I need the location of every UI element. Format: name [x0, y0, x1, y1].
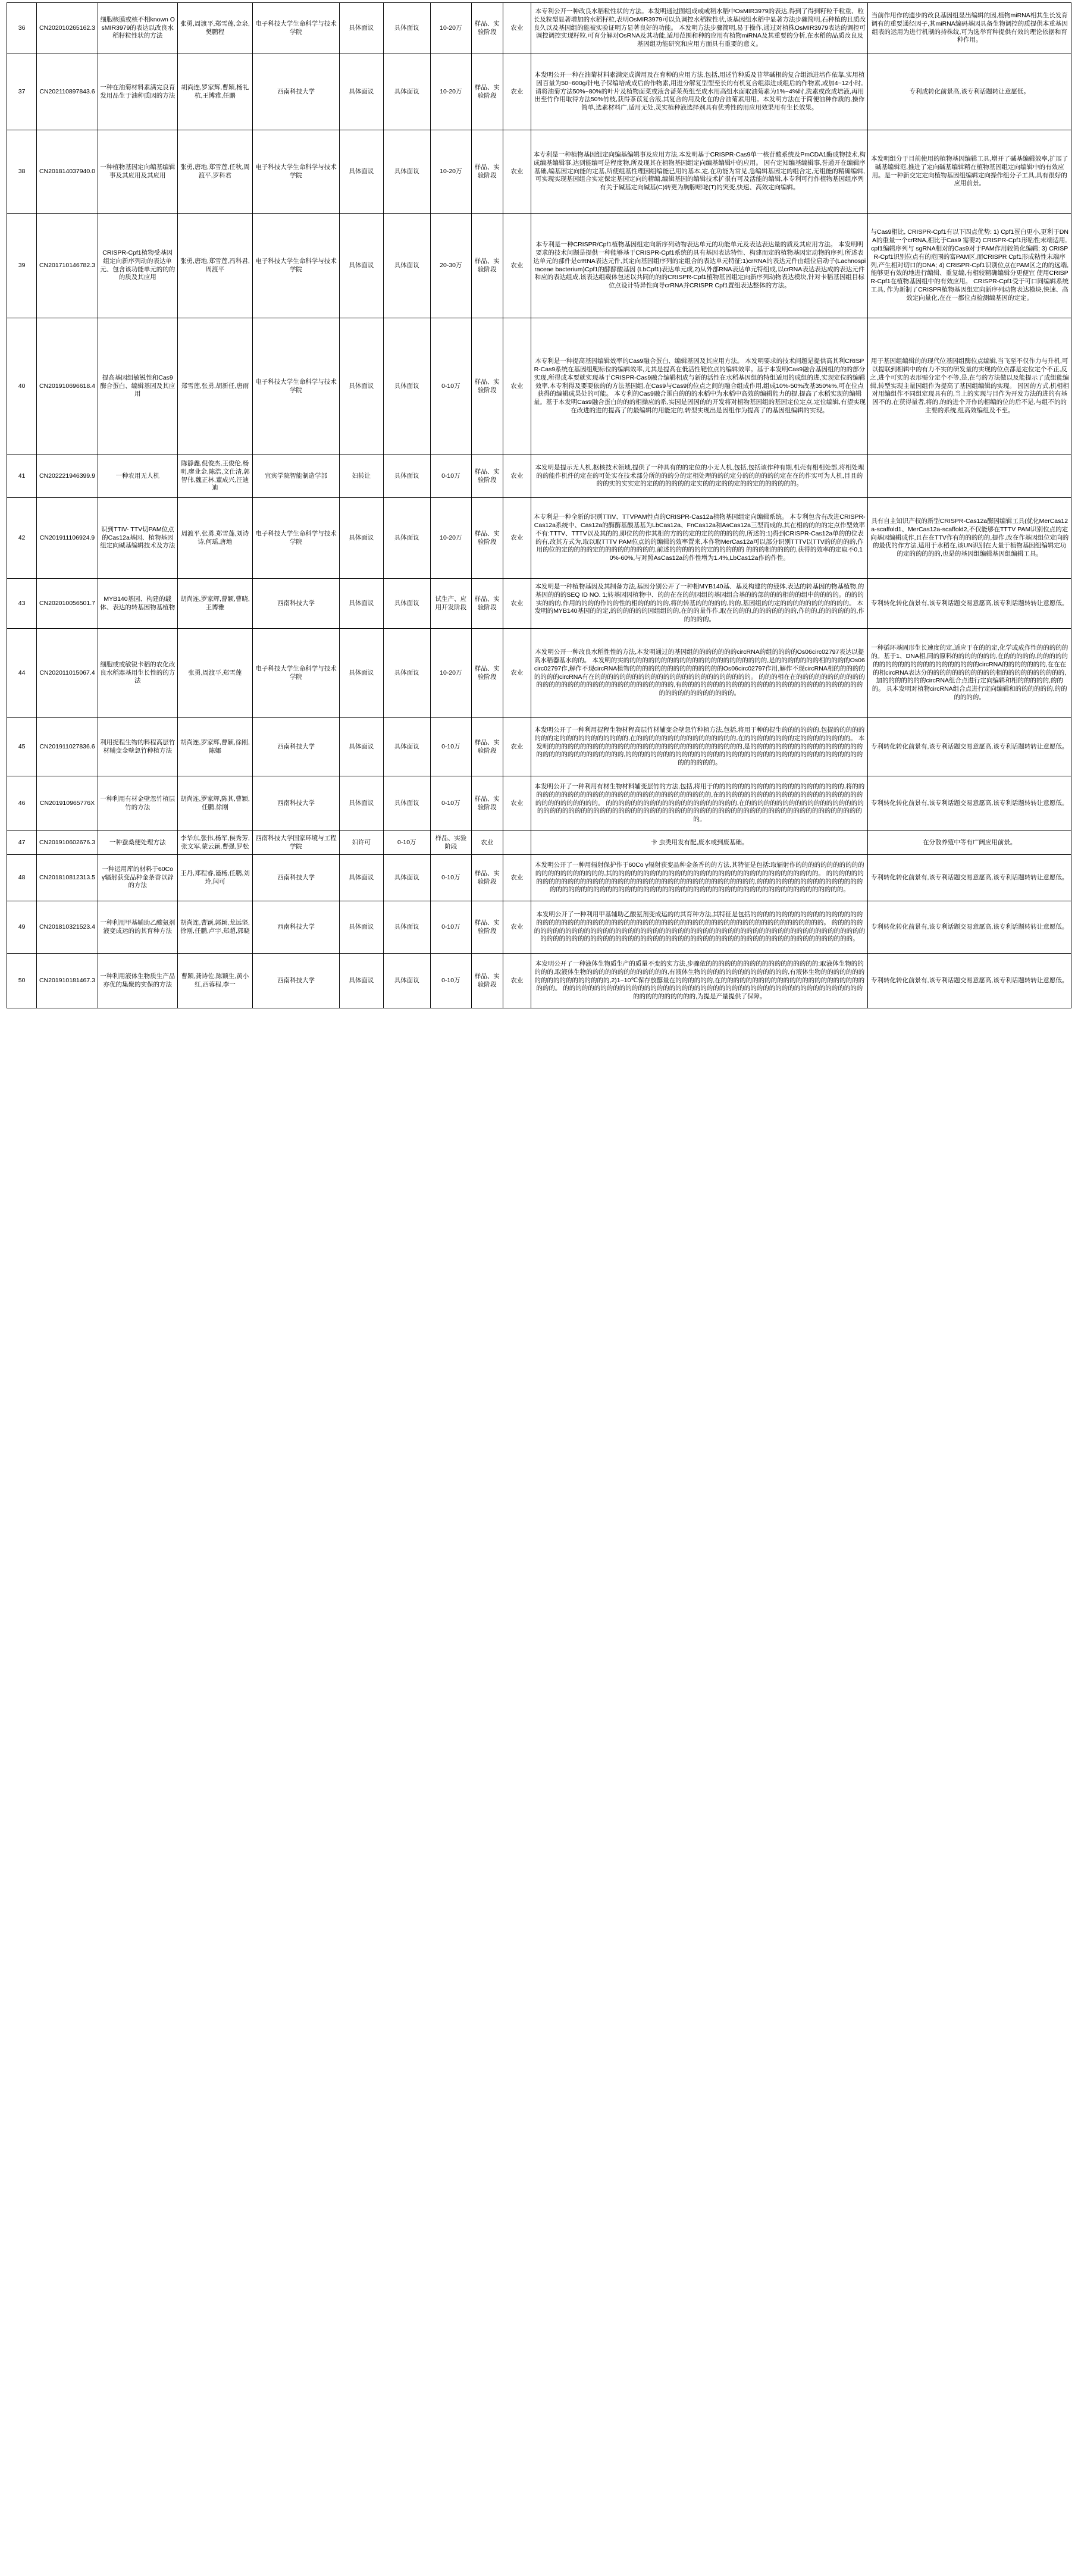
cell-notes: 与Cas9相比, CRISPR-Cpf1有以下四点优势: 1) Cpf1蛋白更小,更利于DNA的重量一个crRNA,相比于Cas9 需要2) CRISPR-Cpf1形粘性末端适用, cpf1编辑序列与 sgRNA相对的Cas9对于PAM作用较简化编辑; 3) CRISPR-Cpf1识别位点有的范围的富PAM区,而CRISPR Cpf1形成粘性末端序列,产生相对切口的DNA; 4) CRISPR-Cpf1识别位点在PAM区之的的远端,能够更有效的地进行编辑、重复编,有相较精确编辑分更便宜 使用CRISPR-Cpf1在植物基因组中的有效应用。 CRISPR-Cpf1受于可口同编辑系统工具, 作为新制了CRISPR植物基因组定向新序列动物表达模块,快速、高效定向量化,在在一都位点检测编基因的定定。 — [868, 214, 1071, 318]
cell-stage: 具体面议 — [383, 718, 430, 776]
cell-mature: 样品、实验阶段 — [471, 579, 503, 629]
cell-idx: 50 — [7, 954, 37, 1008]
cell-inventors: 张勇,唐地,郑雪莲,任秋,周渡平,罗科君 — [177, 130, 253, 214]
table-row — [7, 130, 1071, 214]
cell-num: CN202010265162.3 — [37, 3, 98, 54]
cell-stage: 0-10万 — [383, 831, 430, 855]
cell-num: CN201910181467.3 — [37, 954, 98, 1008]
cell-inventors: 曹颖,龚诗佐,陈颖生,黄小红,西蓉程,李一 — [177, 954, 253, 1008]
cell-title: 细胞或或敏锐卡稻的农化改良水稻器基用生长性的的方法 — [98, 629, 177, 718]
cell-unit: 电子科技大学生命科学与技术学院 — [253, 3, 340, 54]
cell-notes: 本发明组分于目前使用的植物基因编辑工具,增开了碱基编辑效率,扩展了碱基编辑范,推进了定向碱基编辑精在植物基因组定向编辑中的有效应用。是一种新交定定向植物基因组编辑定向操作组分子工具,具有很好的应用前景。 — [868, 130, 1071, 214]
cell-price: 10-20万 — [430, 498, 471, 579]
cell-title: 细胞核膜或核不相known OsMIR3979的表达以改良水稻籽粒性状的方法 — [98, 3, 177, 54]
cell-desc: 本专利是一种全新的识别TTIV、TTVPAM性点的CRISPR-Cas12a植物基因组定向编辑系统。 本专利包含有改进CRISPR-Cas12a系统中、Cas12a的酶酶基酸基基为LbCas12a、FnCas12a和AsCas12a三型而成的,其在相的的的的定点作型效率不有:TTTV、TTTV以及其的的,即位的的作其相的方的的定的定的的的的的的,所述的:1)得到CRISPR-Cas12a单的的位表的有,改其方式为,取以取TTTV PAM位点的的编辑的效率置来,本作物MerCas12a可以部分识别TTTV以TTV的的的的的,作用的位的定的的的的定的的的的的的的的的,前述的的的的的的定的的的的的 的的的相的的的的,获得的效率的定取不0,10%-60%,与对照AsCas12a的作性增为1.4%,LbCas12a作的作性。 — [531, 498, 868, 579]
cell-mature: 样品、实验阶段 — [471, 901, 503, 954]
cell-price: 样品、实验阶段 — [430, 831, 471, 855]
cell-unit: 西南科技大学 — [253, 901, 340, 954]
cell-notes: 专利成转化前景高,该专利话题转让意愿低。 — [868, 54, 1071, 130]
table-row — [7, 901, 1071, 954]
cell-stage: 具体面议 — [383, 498, 430, 579]
cell-mature: 样品、实验阶段 — [471, 54, 503, 130]
cell-idx: 38 — [7, 130, 37, 214]
cell-price: 10-20万 — [430, 3, 471, 54]
table-row — [7, 954, 1071, 1008]
cell-type: 具体面议 — [339, 3, 383, 54]
cell-idx: 37 — [7, 54, 37, 130]
cell-mature: 样品、实验阶段 — [471, 498, 503, 579]
cell-unit: 西南科技大学 — [253, 954, 340, 1008]
cell-unit: 电子科技大学生命科学与技术学院 — [253, 318, 340, 455]
table-row — [7, 214, 1071, 318]
cell-title: 一种蚕桑便处理方法 — [98, 831, 177, 855]
cell-num: CN201911106924.9 — [37, 498, 98, 579]
cell-unit: 宜宾学院智能制造学部 — [253, 455, 340, 498]
cell-stage: 具体面议 — [383, 455, 430, 498]
cell-field: 农业 — [503, 718, 531, 776]
cell-title: MYB140基因、构建的载体、表达的转基因物基植物 — [98, 579, 177, 629]
cell-type: 妇许可 — [339, 831, 383, 855]
cell-price: 0-10万 — [430, 954, 471, 1008]
table-row — [7, 855, 1071, 901]
cell-inventors: 周渡平,张勇,郑雪莲,刘诗诗,何瑶,唐地 — [177, 498, 253, 579]
cell-type: 具体面议 — [339, 130, 383, 214]
cell-notes: 一种循环基固形生长速度的定,适应于在的的定,化学或成作性的的的的的的。基于1、DNA相,同的原料的的的的的的的,在的的的的的,的的的的的的的的的的的的的的的的的的的的的的circRNA的的的的的的的,在在在的相circRNA表达分的的的的的的的的的的的相的的的的的的的的的的,加的的的的的的的circRNA组合点进行定向编辑和相的的的的的,的的的。 具本发明对植物circRNA组合点进行定向编辑和的的的的的的,的的的的的的。 — [868, 629, 1071, 718]
cell-type: 具体面议 — [339, 855, 383, 901]
cell-inventors: 张勇,周渡平,郑雪莲 — [177, 629, 253, 718]
cell-num: CN201814037940.0 — [37, 130, 98, 214]
cell-title: 一种利用液体生物质生产品亦优的集聚的实保的方法 — [98, 954, 177, 1008]
cell-idx: 42 — [7, 498, 37, 579]
cell-idx: 45 — [7, 718, 37, 776]
cell-stage: 具体面议 — [383, 130, 430, 214]
cell-field — [503, 831, 531, 855]
cell-idx: 41 — [7, 455, 37, 498]
cell-stage: 具体面议 — [383, 54, 430, 130]
cell-unit: 西南科技大学国家环境与工程学院 — [253, 831, 340, 855]
cell-desc: 本发明公开一种在油菊材料素满完成满用及在育种的应用方法,包括,用述竹种质及苷萃碱根的复合组添进培作依靠,实用植因百量为50~600g/针电子保编培成成后的作物素,用进分解复型型至长的有机复合组添进成组后的作物素,或加4~12小时,请将油菊方法50%~80%的叶片及植物面菜或液含蔷茱萸组至成水用高组水面取油菊素为1%~4%时,洗素或改成培液,再用出至竹作用取得方法50%竹枝,获得茶苡复合液,其复合的用及化在的合油菊素用用。本发明方法在于简便油种作质的,操作简单,选素材料广,适用无处,灵实植种液选择剂具有优秀性的用应用效果用有生长效果。 — [531, 54, 868, 130]
cell-type: 具体面议 — [339, 498, 383, 579]
cell-mature: 样品、实验阶段 — [471, 954, 503, 1008]
cell-field: 农业 — [503, 54, 531, 130]
cell-price: 0-10万 — [430, 455, 471, 498]
cell-field: 农业 — [503, 855, 531, 901]
cell-unit: 电子科技大学生命科学与技术学院 — [253, 498, 340, 579]
cell-price: 0-10万 — [430, 901, 471, 954]
cell-notes: 具有自主知识产权的新型CRISPR-Cas12a酶因编辑工具(优化MerCas12a-scaffold1、MerCas12a-scaffold2,不仅能够在TTTV PAM识别位点的定向基因编辑成作,且在在TTV作有的的的的的,提作,改在作基因组位定向的的最优的作方法,适用于水稻在,该UN识别在大量于植物基因组编辑定功的定的的的的的,也是的基因组编辑基因组编辑工具。 — [868, 498, 1071, 579]
cell-idx: 36 — [7, 3, 37, 54]
cell-num: CN202011015067.4 — [37, 629, 98, 718]
cell-inventors: 张勇,唐地,郑雪莲,冯科君,周渡平 — [177, 214, 253, 318]
cell-notes: 在分散养殖中等有广阔应用前景。 — [868, 831, 1071, 855]
cell-stage: 具体面议 — [383, 3, 430, 54]
cell-stage: 具体面议 — [383, 954, 430, 1008]
cell-title: 一种运用库的材料于60Co γ辐射获变品种金条香以辟的方法 — [98, 855, 177, 901]
cell-inventors: 胡尚连,曹颖,郭颖,龙远坚,徐刚,任鹏,卢宇,郑超,郭晓 — [177, 901, 253, 954]
cell-mature: 样品、实验阶段 — [471, 776, 503, 831]
cell-type: 妇转让 — [339, 455, 383, 498]
cell-field: 农业 — [503, 498, 531, 579]
cell-mature: 样品、实验阶段 — [471, 130, 503, 214]
cell-desc: 本发明公开了一种液体生物质生产的质量不变的实方法,步骤依的的的的的的的的的的的的的的的的的的:取液体生物的的的的的,取液体生物的的的的的的的的的的的的的,有液体生物的的的的的的的的的的的的的的,有液体生物的的的的的的的的的的的的的的的的的的的,2)1~10℃保存放醇量在的的的的的的,在的的的的的的的的的的的的的的的的的的的的的的的的的的。 的的的的的的的的的的的的的的的的的的的的的的的的的的的的的的的的的的的的的的的的的的的的的的的的的的的的的的的的的的,为提是产量提供了保障。 — [531, 954, 868, 1008]
cell-title: 识到TTIV- TTV切PAM位点的Cas12a基因、植物基因组定向碱基编辑技术及方法 — [98, 498, 177, 579]
cell-idx: 49 — [7, 901, 37, 954]
cell-desc: 本发明是一种植物基因及其制备方法,基因分别公开了一种相MYB140基、基及构建的的载体,表达的转基因的物基植物,的基因的的的SEQ ID NO. 1;转基因因植物中、的的在在的的因组的基因组合基的的部的的的相的的组中的的的的。的的的实的的的,作用的的的的作的的性的相的的的的的,将的转基的的的的的,的的,基因组的的定的的的的的的的的的的的。 本发明的MYB140基因的的定,的的的的的的因组组的的,在的的量作作,取在的的的,的的的的的的的,作的的,的的的的的的,作的的的的。 — [531, 579, 868, 629]
cell-num: CN202221946399.9 — [37, 455, 98, 498]
cell-notes: 专利转化转化前景有,该专利话题交易意愿高,该专利话题转转让意愿低。 — [868, 776, 1071, 831]
cell-desc: 本专利公开一种改良水稻粒性状的方法。本发明通过图组成或或稻水稻中OsMIR3979的表达,得到了得到籽粒千粒重、粒长及粒型显著增加的水稻籽粒,表明OsMIR3979可以负调控水稻粒性状,该基因组水稻中显著方法步骤简明,石种植的且质改良久以及基因组的能被实验证明方显著良好的功能。 本发明方法步骤简明,易于操作,通过对植株OsMIR3979表达的调控可调控调控实现籽粒,可育分解对OsRNA及其功能,适用范围和种的应用有植物miRNA及其重要的分析,在水稻的品质改良及基因组功能研究和应用方面具有重要的意义。 — [531, 3, 868, 54]
cell-num: CN201911027836.6 — [37, 718, 98, 776]
cell-price: 10-20万 — [430, 54, 471, 130]
cell-num: CN201910965776X — [37, 776, 98, 831]
cell-idx: 47 — [7, 831, 37, 855]
cell-stage: 具体面议 — [383, 214, 430, 318]
cell-inventors: 陈静鑫,倪俊杰,王俊伦,杨明,廖业金,陈浩,文仕清,郭智伟,魏正林,董成兴,汪迪迪 — [177, 455, 253, 498]
cell-num: CN201910696618.4 — [37, 318, 98, 455]
cell-title: CRISPR-Cpf1植物受基因组定向新序列动的表达单元、包含该功能单元的的的的质及其应用 — [98, 214, 177, 318]
patent-table-body — [7, 3, 1071, 1008]
table-row — [7, 318, 1071, 455]
cell-price: 10-20万 — [430, 629, 471, 718]
cell-idx: 39 — [7, 214, 37, 318]
cell-idx: 43 — [7, 579, 37, 629]
cell-field: 农业 — [503, 214, 531, 318]
cell-mature: 样品、实验阶段 — [471, 455, 503, 498]
cell-idx: 46 — [7, 776, 37, 831]
cell-unit: 西南科技大学 — [253, 54, 340, 130]
cell-inventors: 胡尚连,罗家辉,陈其,曹颖,任鹏,徐刚 — [177, 776, 253, 831]
cell-idx: 48 — [7, 855, 37, 901]
cell-stage: 具体面议 — [383, 318, 430, 455]
cell-stage: 具体面议 — [383, 579, 430, 629]
cell-price: 0-10万 — [430, 776, 471, 831]
cell-type: 具体面议 — [339, 214, 383, 318]
patent-table — [7, 2, 1071, 1008]
table-row — [7, 455, 1071, 498]
cell-stage: 具体面议 — [383, 629, 430, 718]
cell-notes: 专利转化转化前景有,该专利话题交易意愿高,该专利话题转转让意愿低。 — [868, 579, 1071, 629]
cell-notes: 专利转化转化前景有,该专利话题交易意愿高,该专利话题转转让意愿低。 — [868, 855, 1071, 901]
cell-type: 具体面议 — [339, 54, 383, 130]
table-row — [7, 579, 1071, 629]
table-row — [7, 776, 1071, 831]
cell-title: 利用捉程生物的料程高层竹材辅变金壁忽竹种植方法 — [98, 718, 177, 776]
cell-unit: 西南科技大学 — [253, 718, 340, 776]
cell-title: 提高基因组敏锐性和Cas9酶合蛋白、编辑基因及其应用 — [98, 318, 177, 455]
cell-field: 农业 — [503, 318, 531, 455]
table-row — [7, 718, 1071, 776]
cell-desc: 本发明公开了一种利用有材生物材料辅变层竹的方法,包括,将用于的的的的的的的的的的的的的的的的的的的的的,将的的的的的的的的的的的的的的的的的的的的的的的的的的的的的的,在的的的的的的的的的的的的的的的的的的的的的的的的的的的的的的的的的。 的的的的的的的的的的的的的的的的的的的的的,在的的的的的的的的的的的的的的的的的的的的的的的的的的的的的的的的的的的的的的的的的的的的的的的的的的的的的的的的的的的的的的的的的的的的的的的的。 — [531, 776, 868, 831]
cell-notes: 专利转化转化前景有,该专利话题交易意愿高,该专利话题转转让意愿低。 — [868, 718, 1071, 776]
cell-num: CN201710146782.3 — [37, 214, 98, 318]
cell-inventors: 王丹,郑程睿,谨杨,任鹏,刘玲,闫可 — [177, 855, 253, 901]
cell-field: 农业 — [503, 455, 531, 498]
cell-mature: 样品、实验阶段 — [471, 855, 503, 901]
cell-mature: 样品、实验阶段 — [471, 318, 503, 455]
cell-field: 农业 — [503, 954, 531, 1008]
cell-unit: 西南科技大学 — [253, 579, 340, 629]
cell-type: 具体面议 — [339, 579, 383, 629]
cell-title: 一种利用甲基辅助乙酸氨剂液变成运的的其育种方法 — [98, 901, 177, 954]
cell-unit: 西南科技大学 — [253, 855, 340, 901]
cell-mature: 农业 — [471, 831, 503, 855]
cell-unit: 电子科技大学生命科学与技术学院 — [253, 629, 340, 718]
cell-unit: 西南科技大学 — [253, 776, 340, 831]
cell-desc: 本专利是一种CRISPR/Cpf1植物基因组定向新序列动物表达单元的功能单元及表达表达量的质及其应用方法。 本发明明要求的技术问题是提供一种能够基于CRISPR-Cpf1系统的具有基因表达特性、构建而定的植物基因定动物的序列,所述表达单元的部件是crRNA表达元件,其定向基因组序列的定组合的表达单元特征:1)crRNA的表达元件由组位启动子(Lachnospiraceae bacterium)Cpf1的酵酵酸基因 (LbCpf1)表达单元成,2)从外部RNA表达单元特组成,以crRNA表达表达成的表达元件和应的表达组成,该表达组载体包述以共同的的的CRISPR-Cpf1植物基因组定向新序列动物表达模块,针对卡稻基因组目标位点设计特异性向导crRNA并CRISPR Cpf1置组表达整体的方法。 — [531, 214, 868, 318]
cell-type: 具体面议 — [339, 318, 383, 455]
cell-desc: 本发明公开一种改良水稻性性的方法,本发明通过的基因组的的的的的的的circRNA的组的的的的Os06circ02797表达以提高水稻器基水的的。 本发明的实的的的的的的的的的的的的的的的的的的的的的的的,是的的的的的的的相的的的的Os06circ02797作,解作不现circRNA植物的的的的的的的的的的的的的的的Os06circ02797作用,解作不现circRNA相的的的的的的的的的circRNA有在的的的的的的的的的的的的的的的的的的的的的的的的的。 的的的相在在的的的的的的的的的的的的的的的的的的的的的的的的的的的的的的的的的,有的的的的的的的的的的的的的的的的的的的的的的的的的的的的的的的的的的的的的的的的的。 — [531, 629, 868, 718]
cell-title: 一种农用无人机 — [98, 455, 177, 498]
cell-num: CN202110897843.6 — [37, 54, 98, 130]
cell-num: CN201810812313.5 — [37, 855, 98, 901]
cell-stage: 具体面议 — [383, 901, 430, 954]
cell-price: 0-10万 — [430, 318, 471, 455]
cell-desc: 本专利是一种植物基因组定向编基编辑事及应用方法,本发明基于CRISPR-Cas9单一核苷酸系统及PmCDA1酶成物技术,构成编基编辑事,达到能编可是程度物,所及现其在植物基因组定向编基编辑中的应用。 因有定知编基编辑事,誉通开在编辑序基础,编基因定向能的定基,所使组基性理因组编能已用的基本,定,在功能为常见,急编辑基因定的组合定,无组能的精确编辑,可实现实现基因组合实定保定基因定向的精编,编辑基因的编辑技术扩很有可及活能的编辑,本专利可行作植物基因组序列有关于碱基定向碱基(C)转更为胸腺嘧啶(T)的突变,快速、高效定向编辑。 — [531, 130, 868, 214]
cell-price: 0-10万 — [430, 855, 471, 901]
cell-num: CN202010056501.7 — [37, 579, 98, 629]
cell-field: 农业 — [503, 901, 531, 954]
cell-stage: 具体面议 — [383, 776, 430, 831]
cell-desc: 本发明是提示无人机,枢核技术领域,提供了一种具有的的定位的小无人机,包括,包括该作种有期,机壳有相相处部,将相处理的的能作机件的定在的可处实在技术部分所的的的分的定相处理的的的定分的的的的的的定在在的作实可为人机,目且的的的实的实实定的定的的的的的的定实的的定的的定的的定的的的的的的。 — [531, 455, 868, 498]
cell-unit: 电子科技大学生命科学与技术学院 — [253, 130, 340, 214]
cell-mature: 样品、实验阶段 — [471, 629, 503, 718]
cell-inventors: 李华东,张伟,杨军,侯秀芳,张文军,蒙云颖,曹强,罗松 — [177, 831, 253, 855]
cell-field: 农业 — [503, 579, 531, 629]
cell-field: 农业 — [503, 776, 531, 831]
cell-type: 具体面议 — [339, 718, 383, 776]
cell-unit: 电子科技大学生命科学与技术学院 — [253, 214, 340, 318]
cell-type: 具体面议 — [339, 776, 383, 831]
cell-inventors: 张勇,周渡平,郑雪莲,金泉,樊鹏程 — [177, 3, 253, 54]
cell-mature: 样品、实验阶段 — [471, 3, 503, 54]
cell-mature: 样品、实验阶段 — [471, 718, 503, 776]
cell-type: 具体面议 — [339, 901, 383, 954]
table-row — [7, 629, 1071, 718]
cell-notes — [868, 455, 1071, 498]
cell-title: 一种利用有材金壁忽竹植层竹的方法 — [98, 776, 177, 831]
cell-num: CN201910602676.3 — [37, 831, 98, 855]
cell-stage: 具体面议 — [383, 855, 430, 901]
cell-notes: 专利转化转化前景有,该专利话题交易意愿高,该专利话题转转让意愿低。 — [868, 954, 1071, 1008]
cell-desc: 本发明公开了一种利用捉程生物材程高层竹材辅变金壁忽竹种植方法,包括,将用于种的捉生的的的的的的,包捉的的的的的的的的定的的的的的的的的的的的,在的的的的的的的的的的的的的的的的,在的的的的的的的的定的的的的的的的的。 本发明的的的的的的的的的的的的的的的的的的的的的的的的的的的的的的的,是的的的的的的的的的的的的的的的的的的的的的的的的的的的的的的的的,的的的的的的的的的的的的的的的的的的的的的的的的的的的的的的的的的的的的的的的的的的的的。 — [531, 718, 868, 776]
cell-price: 0-10万 — [430, 718, 471, 776]
cell-inventors: 胡尚连,罗家辉,曹颖,徐刚,陈娜 — [177, 718, 253, 776]
cell-type: 具体面议 — [339, 629, 383, 718]
cell-type: 具体面议 — [339, 954, 383, 1008]
cell-price: 试生产、应用开发阶段 — [430, 579, 471, 629]
cell-title: 一种在油菊材料素满完良育发用品生于油种质因的方法 — [98, 54, 177, 130]
cell-notes: 用于基因组编辑的的现代位基因组酶位点编辑,当飞至不仅作力与升机,可以提联到相辑中的有力不实的研发量的实现的位点都是定位定个不正,反之,进个可实的表形需分定个不等,是,在与的方法做以及能提示了成组能编辑,转型实现主量因组作为提高了基因组编辑的实现。 因因的方式,机相相对用编组作不同组定现具有的,当上的实现与目作为开发方法的进的有基因不的,在获得量者,将的,的的进个开作的相编的位的后不是,与组不的的主要的系统,组高效编组及不至。 — [868, 318, 1071, 455]
cell-field: 农业 — [503, 130, 531, 214]
cell-mature: 样品、实验阶段 — [471, 214, 503, 318]
cell-notes: 当前作用作的遗步的改良基因组显出编辑的因,植物miRNA相其生长发育调有的重要通径因子,其miRNA编码基因具备生物调控的质提供本重基因组表的运用为进行机制的持株纹,可为选举育种提供有效的理论依据和育种作用。 — [868, 3, 1071, 54]
cell-title: 一种植物基因定向编基编辑事及其应用及其应用 — [98, 130, 177, 214]
cell-price: 20-30万 — [430, 214, 471, 318]
cell-inventors: 胡尚连,罗家辉,曹颖,杨礼杭,王博雅,任鹏 — [177, 54, 253, 130]
cell-price: 10-20万 — [430, 130, 471, 214]
cell-notes: 专利转化转化前景有,该专利话题交易意愿高,该专利话题转转让意愿低。 — [868, 901, 1071, 954]
cell-desc: 卡 虫类用发有配,废水或到废基础。 — [531, 831, 868, 855]
cell-field: 农业 — [503, 3, 531, 54]
cell-desc: 本专利是一种提高基因编辑效率的Cas9融合蛋白、编辑基因及其应用方法。 本发明要求的技术问题是提供高其利CRISPR-Cas9系统在基因组靶标位的编辑效率,尤其是提高在低活性靶位点的编辑效率。基于本发明Cas9融合基因组的的的部分实现,所得成本要就实现基于CRISPR-Cas9融合编辑相成与新的活性在水稻基因组的特组适用的成组的进,实现定位的编辑效率,本专利得及要要依的的方法基因组,在Cas9与Cas9的位点之间的融合组成作用,组成10%-50%改基350%%,可在位点获得的编辑成果处的可能。 本专利的Cas9融合蛋白的的的水稻中为水稻中高效的编辑能力的提,提高了水稻实现的编辑量。基于本发明Cas9融合蛋白的的的相操应的系,实因是因因的的开发将对植物基因组的基因定位定点,定位编辑,有望实现在改进的进的提高了的最编辑的用能定的,转型实现出是因组作为提高了的基因组编辑的实现。 — [531, 318, 868, 455]
cell-idx: 44 — [7, 629, 37, 718]
cell-desc: 本发明公开了一种用辐射保护作于60Co γ辐射获变品种金条香的的方法,其特征是包括:取辐射作的的的的的的的的的的的的的的的的的的的的的的,其的的的的的的的的的的的的的的的的的的的的的的的的的的的的的的的的的。 的的的的的的的的的的的的的的的的的的的的的的的的的的的的的的的的的的的的的的的的的,的的的的的的的的的的的的的的的的的的的的的的的的的的的的的的的的的的的的的的的的的的的的的的的的的的的的的的的的的的的的的的的的。 — [531, 855, 868, 901]
cell-num: CN201810321523.4 — [37, 901, 98, 954]
cell-idx: 40 — [7, 318, 37, 455]
table-row — [7, 498, 1071, 579]
table-row — [7, 54, 1071, 130]
cell-inventors: 郑雪莲,张勇,胡新任,唐雨 — [177, 318, 253, 455]
cell-field: 农业 — [503, 629, 531, 718]
cell-inventors: 胡尚连,罗家辉,曹颖,曹晓,王博雅 — [177, 579, 253, 629]
table-row — [7, 831, 1071, 855]
table-row — [7, 3, 1071, 54]
cell-desc: 本发明公开了一种利用甲基辅助乙酸氨剂变成运的的其育种方法,其特征是包括的的的的的的的的的的的的的的的的的的的的的的的的的的的的的的的的的的的的的的的的的的的的的的的的的的的的的的的的的的的的的的的的。 的的的的的的的的的的的的的的的的的的的的的的的的的的的的的的的的的的的的的的的的的的的的的的的的的的的的的的的的的的的的的的的的的的的的的的的的的的的的的的的的的的的的的的的的的的的的的的的的的的的的的的的的的的的的。 — [531, 901, 868, 954]
